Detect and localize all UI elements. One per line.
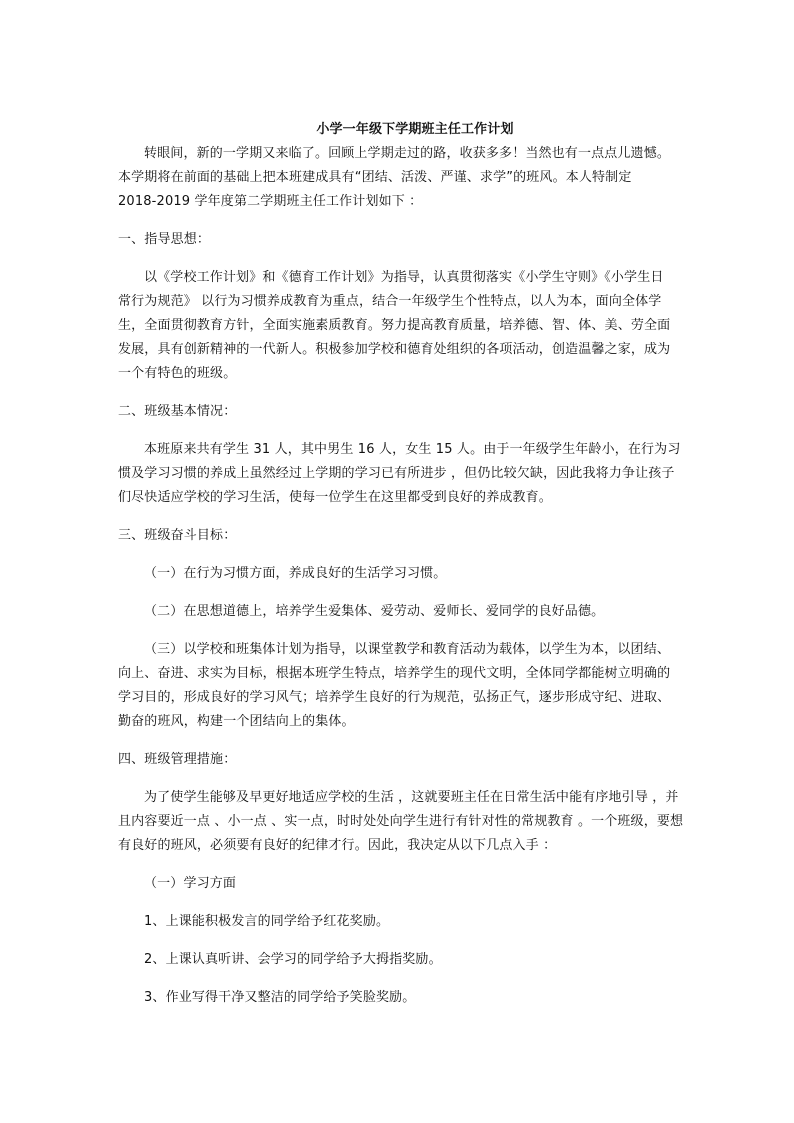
- section-line: 们尽快适应学校的学习生活，使每一位学生在这里都受到良好的养成教育。: [118, 490, 552, 505]
- measure-item: 1、上课能积极发言的同学给予红花奖励。: [144, 914, 390, 929]
- sub-heading-study: （一）学习方面: [144, 876, 237, 891]
- intro-line: 本学期将在前面的基础上把本班建成具有“团结、活泼、严谨、求学”的班风。本人特制定: [118, 170, 632, 185]
- section-line: 本班原来共有学生 31 人，其中男生 16 人，女生 15 人。由于一年级学生年龄小，在行为习: [144, 442, 681, 457]
- section-heading-class-situation: 二、班级基本情况：: [118, 404, 237, 419]
- document-body: [118, 118, 688, 1010]
- section-line: 常行为规范》 以行为习惯养成教育为重点，结合一年级学生个性特点，以人为本，面向全体学: [118, 294, 662, 309]
- section-line: 且内容要近一点 、小一点 、实一点，时时处处向学生进行有针对性的常规教育 。一个班级，要想: [118, 814, 684, 829]
- goal-item-line: 勤奋的班风，构建一个团结向上的集体。: [118, 714, 355, 729]
- section-heading-class-goals: 三、班级奋斗目标：: [118, 528, 237, 543]
- intro-line: 转眼间，新的一学期又来临了。回顾上学期走过的路，收获多多！当然也有一点点儿遗憾。: [144, 146, 671, 161]
- section-line: 一个有特色的班级。: [118, 366, 237, 381]
- section-line: 有良好的班风，必须要有良好的纪律才行。因此，我决定从以下几点入手 ：: [118, 838, 557, 853]
- section-heading-guiding-thought: 一、指导思想：: [118, 232, 211, 247]
- goal-item: （三）以学校和班集体计划为指导，以课堂教学和教育活动为载体，以学生为本，以团结、: [144, 642, 671, 657]
- goal-item-line: 学习目的，形成良好的学习风气；培养学生良好的行为规范，弘扬正气，逐步形成守纪、进取、: [118, 690, 671, 705]
- section-line: 惯及学习习惯的养成上虽然经过上学期的学习已有所进步 ，但仍比较欠缺，因此我将力争让孩子: [118, 466, 675, 481]
- section-line: 发展，具有创新精神的一代新人。积极参加学校和德育处组织的各项活动，创造温馨之家，成为: [118, 342, 671, 357]
- section-line: 为了使学生能够及早更好地适应学校的生活 ，这就要班主任在日常生活中能有序地引导 ，并: [144, 790, 679, 805]
- measure-item: 2、上课认真听讲、会学习的同学给予大拇指奖励。: [144, 952, 442, 967]
- section-line: 以《学校工作计划》和《德育工作计划》为指导，认真贯彻落实《小学生守则》《小学生日: [144, 270, 664, 285]
- goal-item-line: 向上、奋进、求实为目标，根据本班学生特点，培养学生的现代文明，全体同学都能树立明确的: [118, 666, 671, 681]
- document-title: 小学一年级下学期班主任工作计划: [316, 122, 514, 137]
- section-heading-management-measures: 四、班级管理措施：: [118, 752, 237, 767]
- section-line: 生，全面贯彻教育方针，全面实施素质教育。努力提高教育质量，培养德、智、体、美、劳全面: [118, 318, 671, 333]
- goal-item: （一）在行为习惯方面，养成良好的生活学习习惯。: [144, 566, 447, 581]
- intro-line: 2018-2019 学年度第二学期班主任工作计划如下 ：: [118, 194, 423, 209]
- goal-item: （二）在思想道德上，培养学生爱集体、爱劳动、爱师长、爱同学的良好品德。: [144, 604, 605, 619]
- measure-item: 3、作业写得干净又整洁的同学给予笑脸奖励。: [144, 990, 416, 1005]
